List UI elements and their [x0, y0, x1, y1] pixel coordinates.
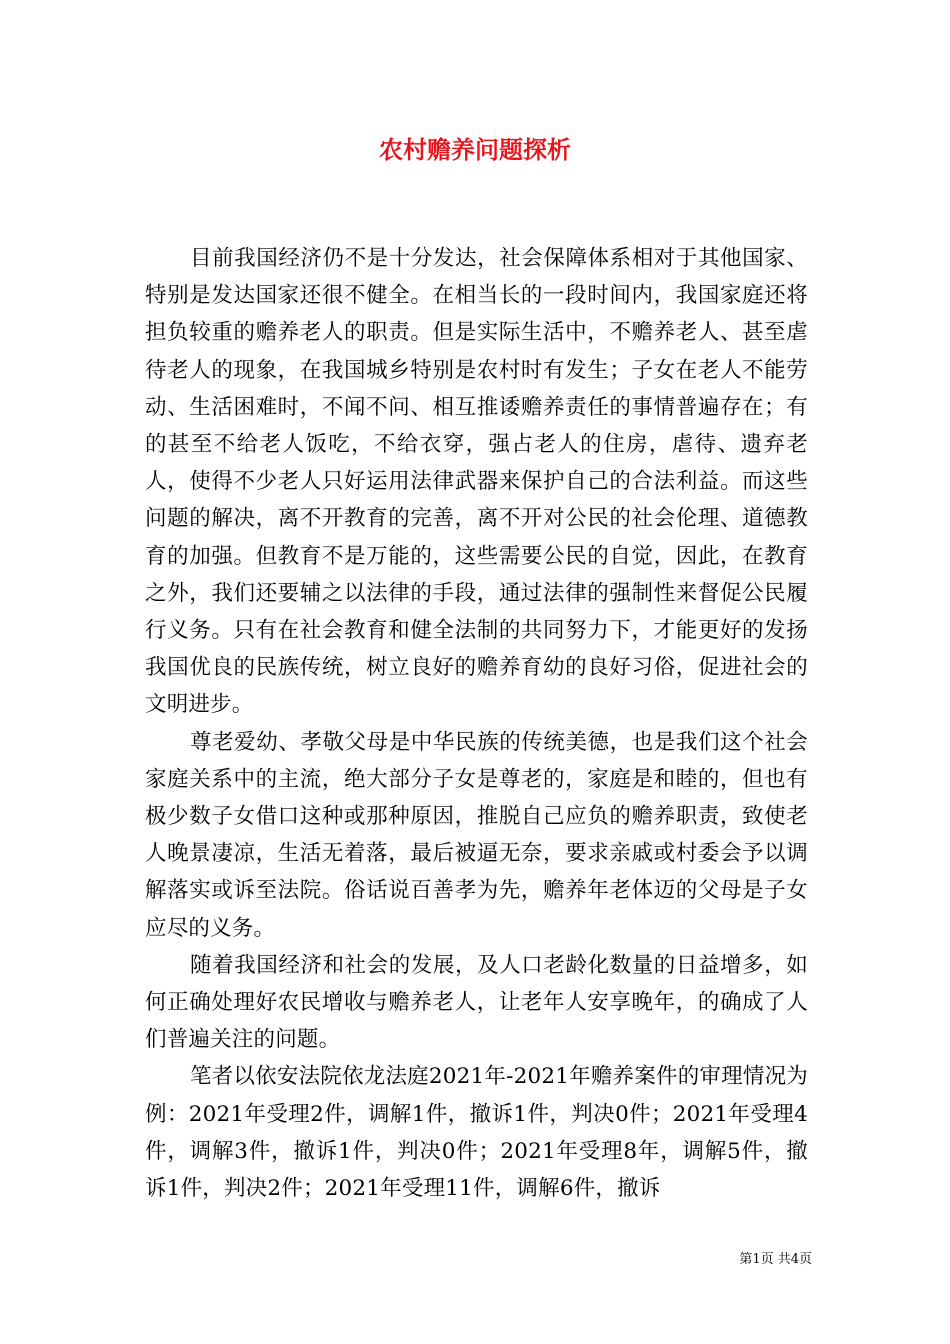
paragraph: 目前我国经济仍不是十分发达，社会保障体系相对于其他国家、特别是发达国家还很不健全。在相当长的一段时间内，我国家庭还将担负较重的赡养老人的职责。但是实际生活中，不赡养老人、甚至虐待老人的现象，在我国城乡特别是农村时有发生；子女在老人不能劳动、生活困难时，不闻不问、相互推诿赡养责任的事情普遍存在；有的甚至不给老人饭吃，不给衣穿，强占老人的住房，虐待、遗弃老人，使得不少老人只好运用法律武器来保护自己的合法利益。而这些问题的解决，离不开教育的完善，离不开对公民的社会伦理、道德教育的加强。但教育不是万能的，这些需要公民的自觉，因此，在教育之外，我们还要辅之以法律的手段，通过法律的强制性来督促公民履行义务。只有在社会教育和健全法制的共同努力下，才能更好的发扬我国优良的民族传统，树立良好的赡养育幼的良好习俗，促进社会的文明进步。 — [145, 246, 808, 718]
paragraph: 随着我国经济和社会的发展，及人口老龄化数量的日益增多，如何正确处理好农民增收与赡养老人，让老年人安享晚年，的确成了人们普遍关注的问题。 — [145, 952, 808, 1053]
document-title: 农村赡养问题探析 — [379, 135, 571, 164]
page-number: 第1页 共4页 — [739, 1252, 812, 1267]
paragraph: 尊老爱幼、孝敬父母是中华民族的传统美德，也是我们这个社会家庭关系中的主流，绝大部分子女是尊老的，家庭是和睦的，但也有极少数子女借口这种或那种原因，推脱自己应负的赡养职责，致使老人晚景凄凉，生活无着落，最后被逼无奈，要求亲戚或村委会予以调解落实或诉至法院。俗话说百善孝为先，赡养年老体迈的父母是子女应尽的义务。 — [145, 729, 808, 941]
paragraph: 笔者以依安法院依龙法庭2021年-2021年赡养案件的审理情况为例：2021年受理2件，调解1件，撤诉1件，判决0件；2021年受理4件，调解3件，撤诉1件，判决0件；2021年受理8年，调解5件，撤诉1件，判决2件；2021年受理11件，调解6件，撤诉 — [145, 1064, 808, 1202]
document-body — [145, 240, 808, 1207]
